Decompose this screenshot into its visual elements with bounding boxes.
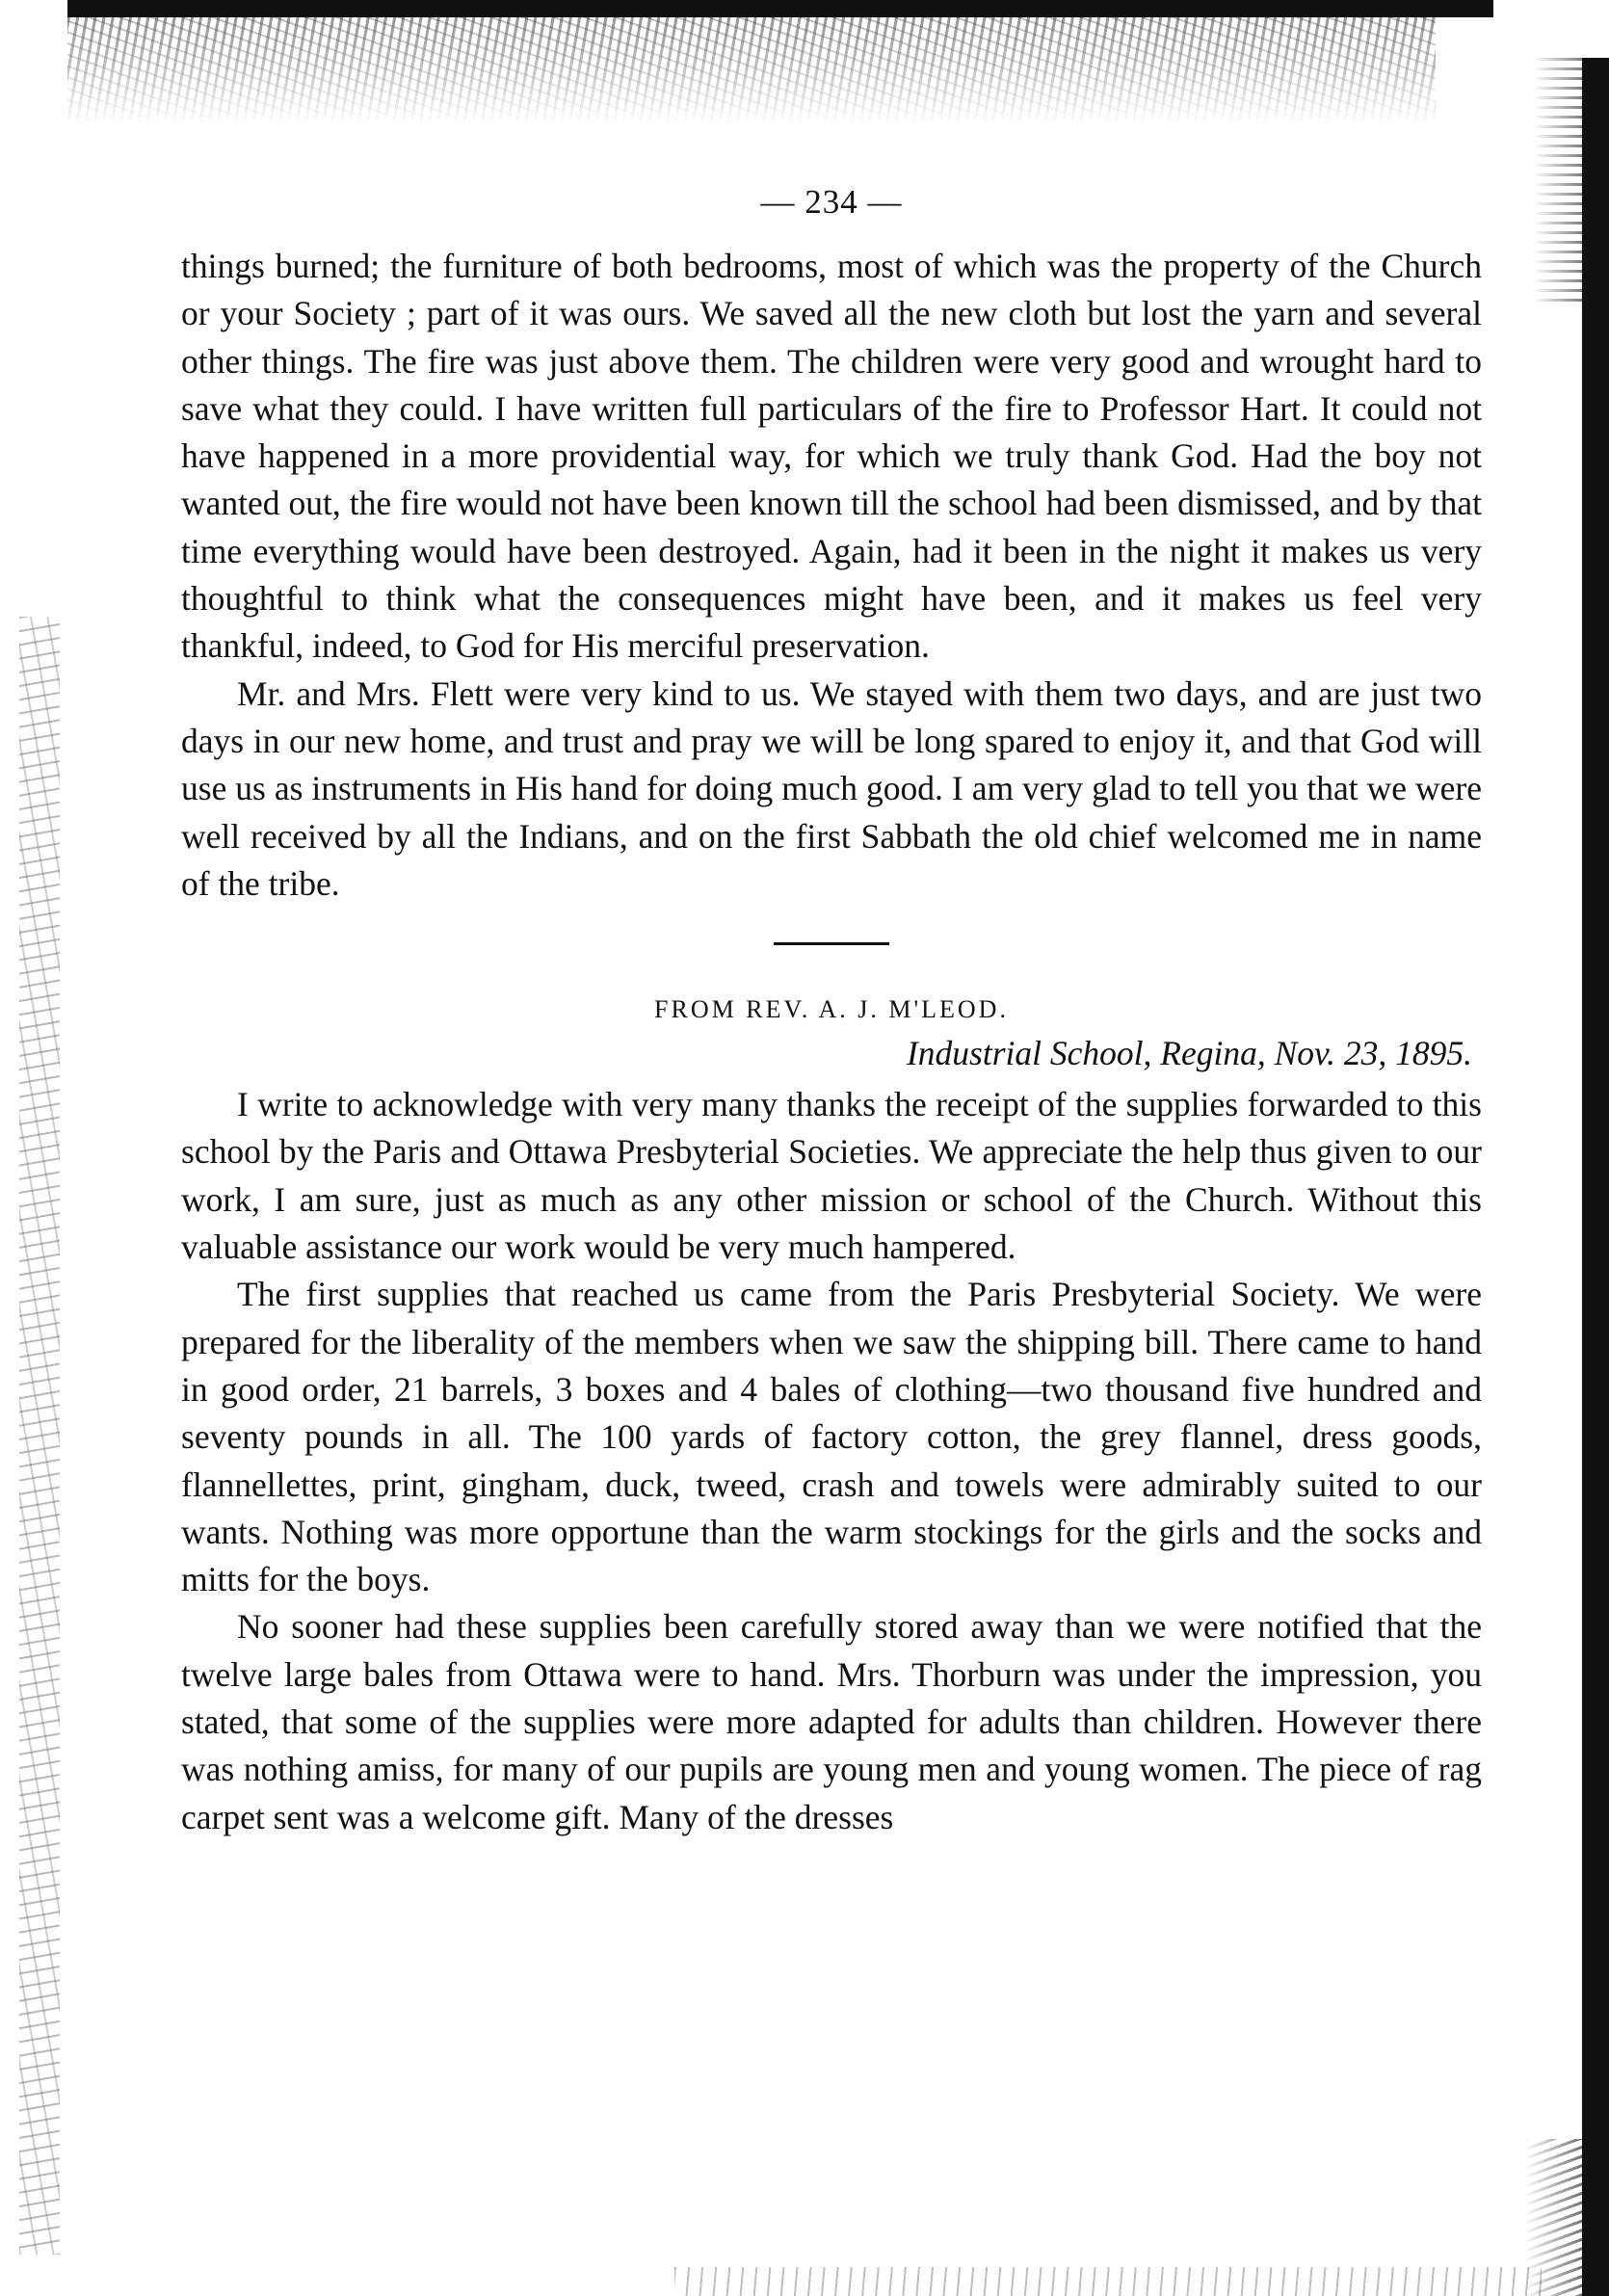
letter-dateline: Industrial School, Regina, Nov. 23, 1895. [906, 1034, 1472, 1073]
section-divider [774, 942, 889, 945]
letter-paragraph-1: things burned; the furniture of both bedrooms, most of which was the property of the Church or your Society ; part of it was ours. We saved all the new cloth but lost the yarn and several other things. The fire was just above them. The children were very good and wrought hard to save what they could. I have written full particulars of the fire to Professor Hart. It could not have happened in a more providential way, for which we truly thank God. Had the boy not wanted out, the fire would not have been known till the school had been dismissed, and by that time everything would have been destroyed. Again, had it been in the night it makes us very thoughtful to think what the consequences might have been, and it makes us feel very thankful, indeed, to God for His merciful preservation. [181, 247, 1482, 666]
scan-edge-right [1582, 58, 1609, 2296]
page-number: — 234 — [760, 183, 903, 221]
scan-noise-bottom [674, 2267, 1542, 2296]
letter2-paragraph-1: I write to acknowledge with very many thanks the receipt of the supplies forwarded to this school by the Paris and Ottawa Presbyterial Societies. We appreciate the help thus given to our work, I am sure, just as much as any other mission or school of the Church. Without this valuable assistance our work would be very much hampered. [181, 1085, 1482, 1267]
page-body [181, 183, 1482, 1841]
scan-noise-right-top [1534, 58, 1582, 308]
letter-paragraph-2: Mr. and Mrs. Flett were very kind to us. We stayed with them two days, and are just two days in our new home, and trust and pray we will be long spared to enjoy it, and that God will use us as instruments in His hand for doing much good. I am very glad to tell you that we were well received by all the Indians, and on the first Sabbath the old chief welcomed me in name of the tribe. [181, 673, 1482, 903]
scan-noise-top [67, 17, 1436, 123]
scan-edge-top [67, 0, 1493, 17]
scan-noise-left [19, 617, 60, 2255]
letter2-paragraph-2: The first supplies that reached us came from the Paris Presbyterial Society. We were prepared for the liberality of the members when we saw the shipping bill. There came to hand in good order, 21 barrels, 3 boxes and 4 bales of clothing—two thousand five hundred and seventy pounds in all. The 100 yards of factory cotton, the grey flannel, dress goods, flannellettes, print, gingham, duck, tweed, crash and towels were admirably suited to our wants. Nothing was more opportune than the warm stockings for the girls and the socks and mitts for the boys. [181, 1275, 1482, 1599]
letter-heading: FROM REV. A. J. M'LEOD. [654, 995, 1009, 1024]
letter2-paragraph-3: No sooner had these supplies been carefully stored away than we were notified that the twelve large bales from Ottawa were to hand. Mrs. Thorburn was under the impression, you stated, that some of the supplies were more adapted for adults than children. However there was nothing amiss, for many of our pupils are young men and young women. The piece of rag carpet sent was a welcome gift. Many of the dresses [181, 1607, 1482, 1836]
